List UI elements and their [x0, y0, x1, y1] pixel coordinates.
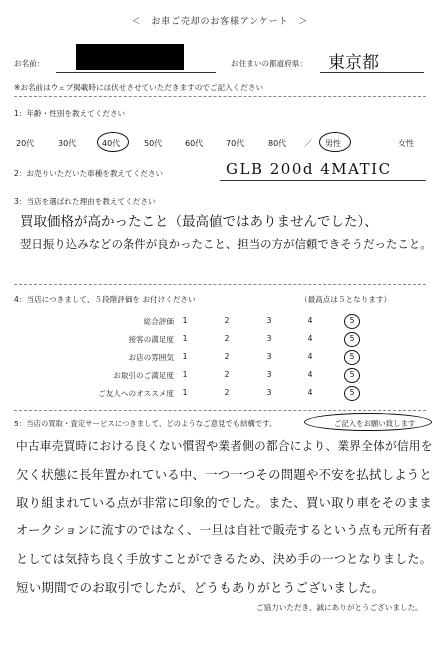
rating-option: 2: [224, 388, 230, 397]
rating-option: 2: [224, 334, 230, 343]
gender-option-female: 女性: [398, 139, 414, 148]
rating-label: お店の雰囲気: [128, 353, 174, 362]
rating-option: 3: [266, 370, 272, 379]
rating-option: 1: [182, 316, 188, 325]
q5-answer-line: 取り組まれている点が非常に印象的でした。また、買い取り車をそのまま: [16, 495, 433, 510]
age-option-70s: 70代: [226, 139, 245, 148]
car-model-answer: GLB 200d 4MATIC: [226, 160, 392, 178]
q3-answer-line: 翌日振り込みなどの条件が良かったこと、担当の方が信頼できそうだったこと。: [20, 237, 432, 251]
rating-option: 4: [307, 334, 313, 343]
q4-note: （最高点は５となります）: [300, 295, 392, 304]
q2-label: 2：お売りいただいた車種を教えてください: [14, 169, 164, 178]
rating-selected-circle: [344, 350, 360, 365]
rating-option: 1: [182, 370, 188, 379]
privacy-note: ※お名前はウェブ掲載時には伏せさせていただきますのでご記入ください: [14, 83, 264, 92]
age-option-80s: 80代: [268, 139, 287, 148]
q3-label: 3：当店を選ばれた理由を教えてください: [14, 197, 156, 206]
name-redaction: [76, 44, 184, 70]
q3-answer-line: 買取価格が高かったこと（最高値ではありませんでした）、: [20, 214, 378, 230]
rating-option: 3: [266, 352, 272, 361]
rating-option: 2: [224, 352, 230, 361]
divider: [14, 284, 426, 285]
q5-answer-line: オークションに流すのではなく、一旦は自社で販売するという点も元所有者: [16, 523, 432, 537]
rating-option: 1: [182, 334, 188, 343]
thanks-note: ご協力いただき、誠にありがとうございました。: [256, 603, 423, 612]
q5-label: 5：当店の買取・査定サービスにつきまして、どのようなご意見でも結構です。: [14, 419, 277, 428]
rating-option: 2: [224, 370, 230, 379]
age-option-30s: 30代: [58, 139, 77, 148]
name-label: お名前：: [14, 59, 45, 68]
rating-label: 総合評価: [143, 317, 174, 326]
page-title: ＜ お車ご売却のお客様アンケート ＞: [131, 17, 309, 27]
rating-label: ご友人へのオススメ度: [98, 389, 174, 398]
rating-option: 4: [307, 316, 313, 325]
q1-label: 1：年齢・性別を教えてください: [14, 109, 126, 118]
rating-option: 1: [182, 388, 188, 397]
rating-option: 5: [349, 388, 355, 397]
q4-label: 4：当店につきまして、５段階評価を お付けください: [14, 295, 196, 304]
q5-answer-line: としては気持ち良く手放すことができるため、決め手の一つとなりました。: [16, 552, 432, 566]
q5-answer-line: 中古車売買時における良くない慣習や業者側の都合により、業界全体が信用を: [16, 439, 433, 453]
rating-option: 3: [266, 316, 272, 325]
rating-selected-circle: [344, 332, 360, 347]
q5-answer-line: 短い期間でのお取引でしたが、どうもありがとうございました。: [16, 580, 385, 595]
rating-option: 5: [349, 334, 355, 343]
rating-option: 4: [307, 388, 313, 397]
gender-option-male: 男性: [325, 139, 341, 148]
q5-label-tail: ご記入をお願い致します: [334, 419, 416, 428]
prefecture-underline: [320, 72, 424, 73]
q5-circle: [304, 413, 432, 431]
rating-option: 3: [266, 388, 272, 397]
rating-option: 4: [307, 352, 313, 361]
divider: [14, 96, 426, 97]
rating-label: 接客の満足度: [128, 335, 174, 344]
car-model-underline: [220, 180, 426, 181]
male-circle: [319, 132, 351, 152]
rating-label: お取引のご満足度: [113, 371, 174, 380]
q5-answer-line: 欠く状態に長年置かれている中、一つ一つその問題や不安を払拭しようと: [16, 467, 433, 482]
name-underline: [56, 72, 216, 73]
age-option-20s: 20代: [16, 139, 35, 148]
rating-selected-circle: [344, 386, 360, 401]
rating-option: 5: [349, 352, 355, 361]
rating-option: 3: [266, 334, 272, 343]
rating-option: 2: [224, 316, 230, 325]
rating-selected-circle: [344, 368, 360, 383]
prefecture-value: 東京都: [328, 53, 379, 73]
gender-slash: ／: [304, 139, 312, 148]
rating-option: 1: [182, 352, 188, 361]
rating-selected-circle: [344, 314, 360, 329]
rating-option: 5: [349, 370, 355, 379]
age-option-60s: 60代: [185, 139, 204, 148]
age-option-40s: 40代: [102, 139, 121, 148]
rating-option: 4: [307, 370, 313, 379]
prefecture-label: お住まいの都道府県：: [231, 59, 307, 68]
age-option-50s: 50代: [144, 139, 163, 148]
age-40s-circle: [97, 132, 129, 152]
divider: [14, 410, 426, 411]
rating-option: 5: [349, 316, 355, 325]
